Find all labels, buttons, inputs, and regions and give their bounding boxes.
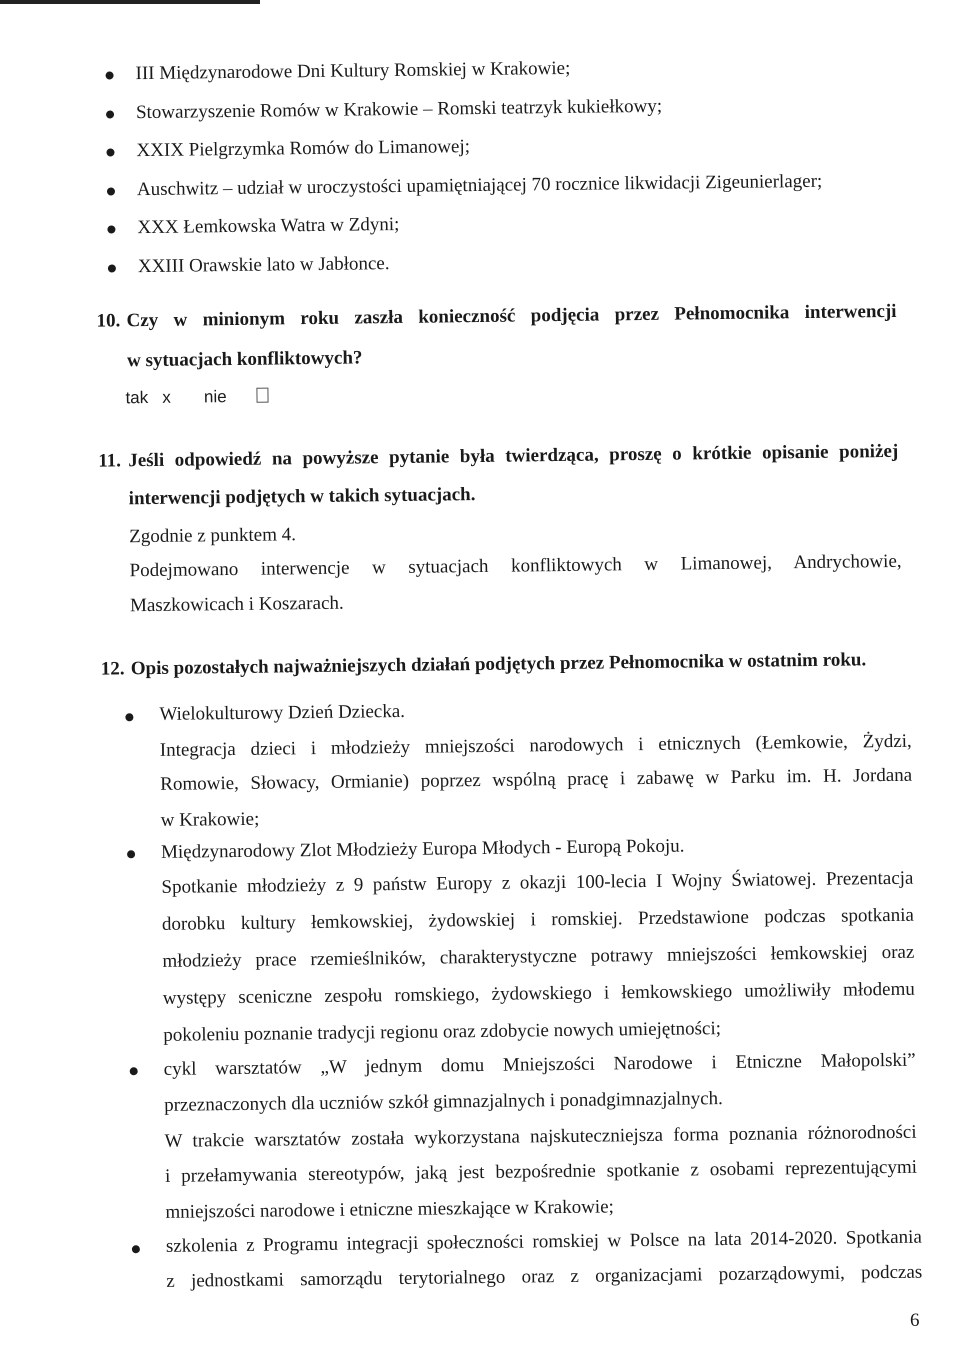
activity-3-line-2: W trakcie warsztatów została wykorzystana najskuteczniejsza forma poznania różnorodności (164, 1121, 917, 1152)
question-11-answer-2: Podejmowano interwencje w sytuacjach konfliktowych w Limanowej, Andrychowie, (129, 550, 902, 582)
activity-2-line-3: młodzieży prace rzemieślników, charakterystyczne potrawy mniejszości łemkowskiej oraz (162, 941, 915, 972)
question-11-answer-3: Maszkowicach i Koszarach. (129, 592, 344, 617)
question-10-line2: w sytuacjach konfliktowych? (126, 347, 363, 372)
question-10-line1: 10. Czy w minionym roku zaszła konieczność podjęcia przez Pełnomocnika interwencji (96, 300, 897, 332)
activity-4-head: szkolenia z Programu integracji społeczności romskiej w Polsce na lata 2014-2020. Spotkania (165, 1226, 922, 1257)
bullet-icon (125, 713, 133, 721)
list-item: XXIX Pielgrzymka Romów do Limanowej; (102, 131, 822, 178)
question-10-answer: tak x nie (125, 387, 268, 409)
question-11-line1: 11. Jeśli odpowiedź na powyższe pytanie była twierdząca, proszę o krótkie opisanie poniżej (98, 440, 899, 472)
activity-3-line-3: i przełamywania stereotypów, jaką jest bezpośrednie spotkanie z osobami reprezentującymi (164, 1156, 918, 1187)
page-number: 6 (910, 1310, 920, 1331)
bullet-icon (107, 226, 115, 234)
list-item: XXX Łemkowska Watra w Zdyni; (103, 208, 823, 255)
activity-4-line-1: z jednostkami samorządu terytorialnego oraz z organizacjami pozarządowymi, podczas (166, 1261, 923, 1292)
activity-2-line-5: pokoleniu poznanie tradycji regionu oraz zdobycie nowych umiejętności; (163, 1018, 722, 1046)
list-item: XXIII Orawskie lato w Jabłonce. (104, 247, 824, 294)
bullet-icon (108, 264, 116, 272)
activity-3-head: cykl warsztatów „W jednym domu Mniejszości Narodowe i Etniczne Małopolski” (163, 1049, 916, 1080)
activity-1-line-3: w Krakowie; (160, 808, 260, 831)
activity-3-line-1: przeznaczonych dla uczniów szkół gimnazjalnych i ponadgimnazjalnych. (164, 1088, 723, 1116)
tak-mark: x (162, 387, 171, 407)
activity-1-line-2: Romowie, Słowacy, Ormianie) poprzez wspólną pracę i zabawę w Parku im. H. Jordana (160, 764, 913, 795)
bullet-icon (132, 1245, 140, 1253)
question-11 (98, 441, 898, 473)
list-item: III Międzynarodowe Dni Kultury Romskiej w Krakowie; (101, 54, 821, 101)
activity-2-line-4: występy sceniczne zespołu romskiego, żydowskiego i łemkowskiego umożliwiły młodemu (162, 978, 915, 1009)
activity-1-line-1: Integracja dzieci i młodzieży mniejszości narodowych i etnicznych (Łemkowie, Żydzi, (159, 730, 912, 761)
activity-1-head: Wielokulturowy Dzień Dziecka. (159, 700, 406, 725)
bullet-icon (106, 149, 114, 157)
nie-checkbox-icon (256, 388, 268, 403)
list-item: Stowarzyszenie Romów w Krakowie – Romski teatrzyk kukiełkowy; (102, 92, 822, 139)
question-11-answer-1: Zgodnie z punktem 4. (129, 524, 297, 548)
event-list (101, 54, 823, 294)
question-12: 12. Opis pozostałych najważniejszych działań podjętych przez Pełnomocnika w ostatnim roku. (100, 649, 867, 680)
activity-2-head: Międzynarodowy Zlot Młodzieży Europa Młodych - Europą Pokoju. (160, 835, 685, 863)
question-11-line2: interwencji podjętych w takich sytuacjach. (128, 484, 476, 510)
bullet-icon (107, 187, 115, 195)
bullet-icon (127, 850, 135, 858)
bullet-icon (106, 71, 114, 79)
activity-3-line-4: mniejszości narodowe i etniczne mieszkające w Krakowie; (165, 1196, 614, 1223)
activity-2-line-1: Spotkanie młodzieży z 9 państw Europy z okazji 100-lecia I Wojny Światowej. Prezentacja (161, 867, 914, 898)
question-10 (96, 301, 896, 333)
bullet-icon (130, 1067, 138, 1075)
list-item: Auschwitz – udział w uroczystości upamiętniającej 70 rocznice likwidacji Zigeunierlager; (103, 170, 823, 217)
bullet-icon (106, 110, 114, 118)
activity-2-line-2: dorobku kultury łemkowskiej, żydowskiej i romskiej. Przedstawione podczas spotkania (161, 904, 915, 935)
